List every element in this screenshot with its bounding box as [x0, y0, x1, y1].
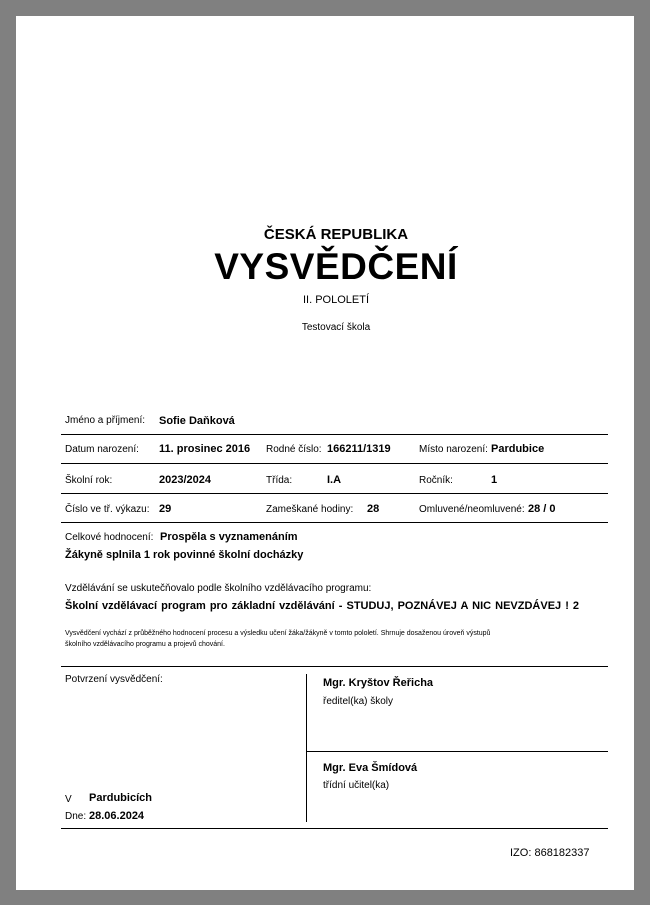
birth-number-value: 166211/1319: [327, 443, 391, 455]
birthplace-label: Místo narození:: [419, 444, 488, 455]
program-intro: Vzdělávání se uskutečňovalo podle školního vzdělávacího programu:: [65, 583, 372, 594]
certificate-page: [16, 16, 634, 890]
divider: [61, 666, 608, 667]
class-value: I.A: [327, 474, 342, 486]
divider: [61, 463, 608, 464]
dob-label: Datum narození:: [65, 444, 139, 455]
dob-value: 11. prosinec 2016: [159, 443, 251, 455]
divider: [61, 493, 608, 494]
director-name: Mgr. Kryštov Řeřicha: [323, 677, 434, 689]
overall-label: Celkové hodnocení:: [65, 532, 154, 543]
place-prefix: V: [65, 794, 72, 805]
document-title: VYSVĚDČENÍ: [214, 246, 458, 287]
school-year-label: Školní rok:: [65, 475, 113, 486]
absence-value: 28: [367, 503, 380, 515]
school-name: Testovací škola: [301, 322, 371, 333]
izo: [510, 847, 590, 859]
izo-value: 868182337: [534, 847, 590, 859]
teacher-name: Mgr. Eva Šmídová: [323, 762, 418, 774]
disclaimer-line-1: Vysvědčení vychází z průběžného hodnocení procesu a výsledku učení žáka/žákyně v tomto pololetí. Shrnuje dosaženou úroveň výstupů: [65, 630, 491, 637]
excused-value: 28 / 0: [528, 503, 556, 515]
date-value: 28.06.2024: [89, 810, 145, 822]
report-number-value: 29: [159, 503, 172, 515]
name-label: Jméno a příjmení:: [65, 415, 146, 426]
program-name: Školní vzdělávací program pro základní vzdělávání - STUDUJ, POZNÁVEJ A NIC NEVZDÁVEJ ! 2: [65, 600, 580, 612]
date-label: Dne:: [65, 811, 87, 822]
disclaimer-line-2: školního vzdělávacího programu a projevů chování.: [65, 641, 225, 648]
signature-divider: [306, 674, 307, 822]
overall-value: Prospěla s vyznamenáním: [160, 531, 298, 543]
divider: [61, 522, 608, 523]
director-role: ředitel(ka) školy: [323, 696, 394, 707]
report-number-label: Číslo ve tř. výkazu:: [65, 504, 150, 515]
birthplace-value: Pardubice: [491, 443, 545, 455]
country-heading: ČESKÁ REPUBLIKA: [263, 226, 409, 243]
absence-label: Zameškané hodiny:: [266, 504, 354, 515]
signature-separator: [306, 751, 608, 752]
grade-value: 1: [491, 474, 498, 486]
divider: [61, 434, 608, 435]
confirm-label: Potvrzení vysvědčení:: [65, 674, 163, 685]
period-label: II. POLOLETÍ: [302, 294, 370, 306]
izo-label: IZO:: [510, 847, 532, 859]
teacher-role: třídní učitel(ka): [323, 780, 390, 791]
class-label: Třída:: [266, 475, 293, 486]
attendance-note: Žákyně splnila 1 rok povinné školní docházky: [65, 549, 304, 561]
place-value: Pardubicích: [89, 792, 152, 804]
excused-label: Omluvené/neomluvené:: [419, 504, 525, 515]
birth-number-label: Rodné číslo:: [266, 444, 322, 455]
school-year-value: 2023/2024: [159, 474, 211, 486]
student-name: Sofie Daňková: [159, 415, 235, 427]
grade-label: Ročník:: [419, 475, 453, 486]
divider: [61, 828, 608, 829]
